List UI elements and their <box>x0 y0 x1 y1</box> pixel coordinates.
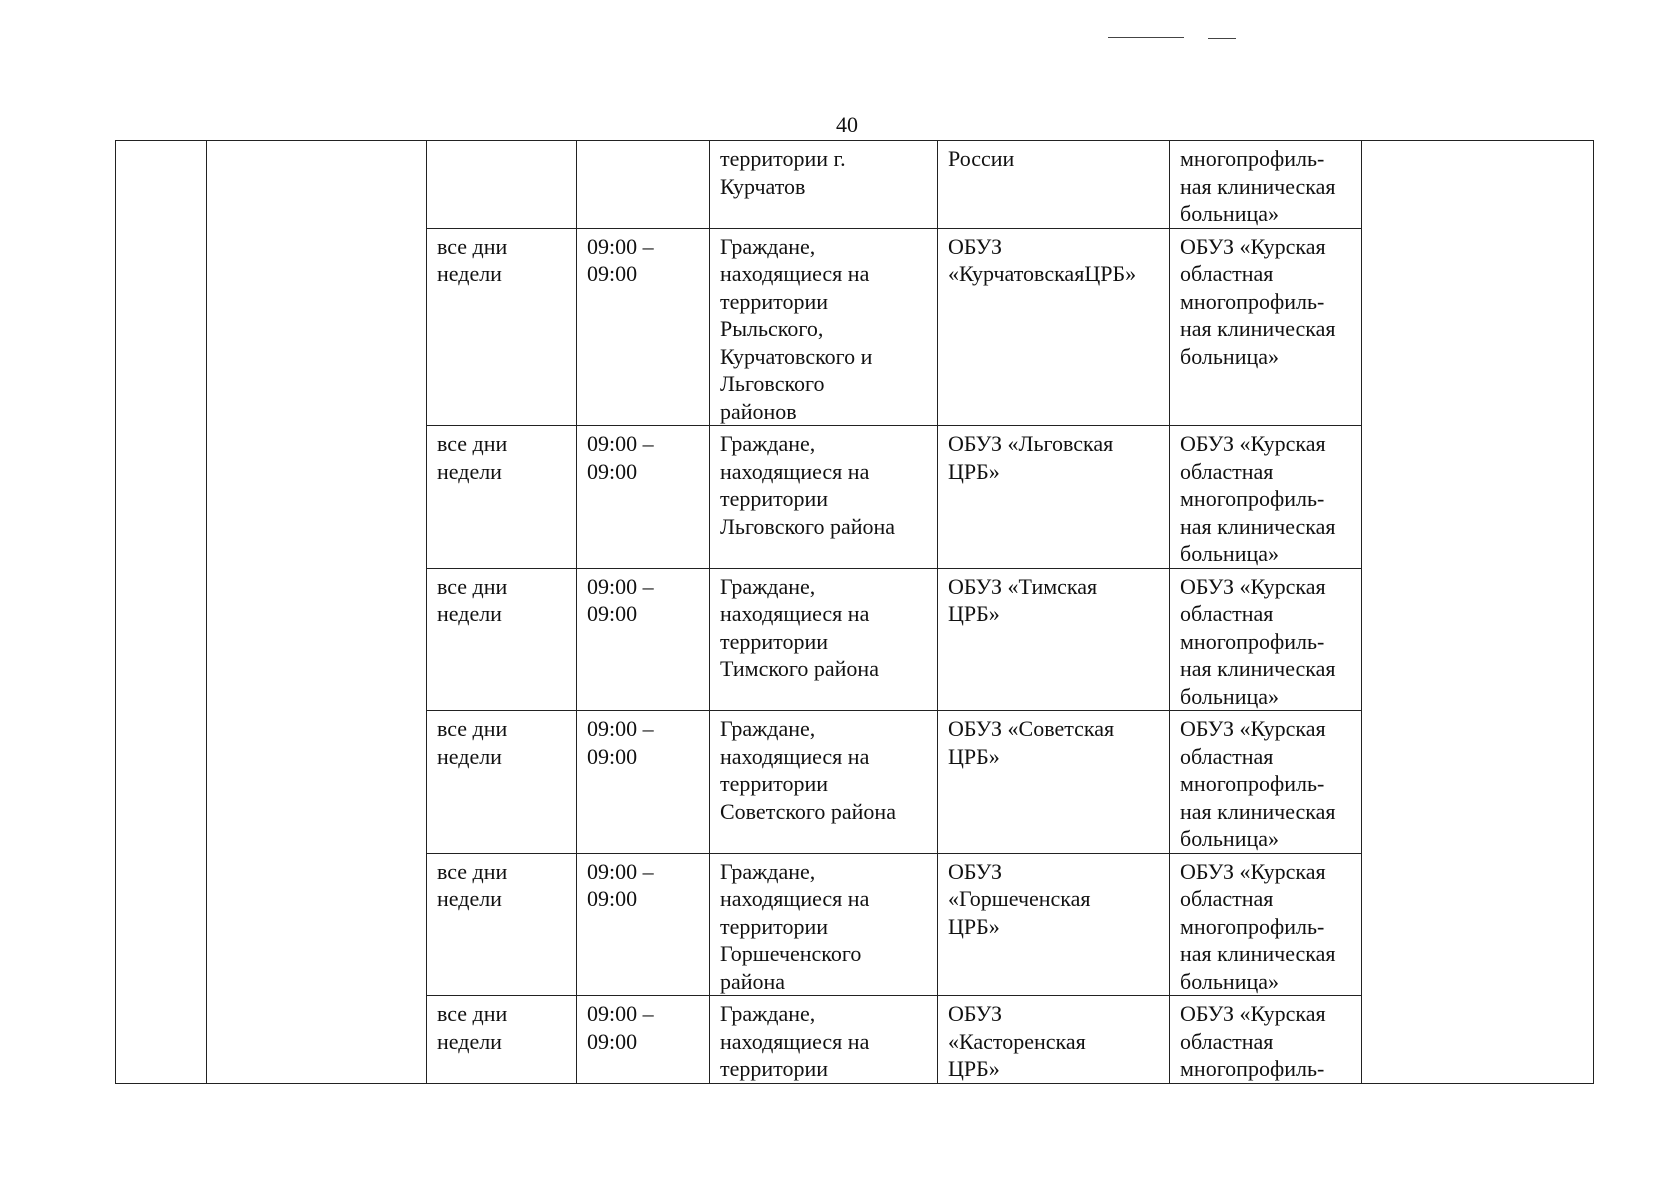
time-cell <box>577 141 710 229</box>
hospital-cell: ОБУЗ «Курская областная многопрофиль- ная клиническая больница» <box>1170 568 1362 711</box>
institution-cell: ОБУЗ «Тимская ЦРБ» <box>938 568 1170 711</box>
scan-artifact-line <box>1208 38 1236 39</box>
days-cell: все дни недели <box>427 426 577 569</box>
hospital-cell: ОБУЗ «Курская областная многопрофиль- ная клиническая больница» <box>1170 711 1362 854</box>
time-cell: 09:00 – 09:00 <box>577 426 710 569</box>
citizens-cell: Граждане, находящиеся на территории Горшеченского района <box>710 853 938 996</box>
time-cell: 09:00 – 09:00 <box>577 228 710 426</box>
hospital-cell: многопрофиль- ная клиническая больница» <box>1170 141 1362 229</box>
citizens-cell: Граждане, находящиеся на территории Тимского района <box>710 568 938 711</box>
scan-artifact-line <box>1108 37 1184 38</box>
hospital-cell: ОБУЗ «Курская областная многопрофиль- ная клиническая больница» <box>1170 426 1362 569</box>
time-cell: 09:00 – 09:00 <box>577 711 710 854</box>
empty-column-department <box>207 141 427 1084</box>
citizens-cell: территории г. Курчатов <box>710 141 938 229</box>
days-cell <box>427 141 577 229</box>
days-cell: все дни недели <box>427 853 577 996</box>
citizens-cell: Граждане, находящиеся на территории <box>710 996 938 1084</box>
days-cell: все дни недели <box>427 568 577 711</box>
empty-column-notes <box>1362 141 1594 1084</box>
days-cell: все дни недели <box>427 996 577 1084</box>
institution-cell: ОБУЗ «КурчатовскаяЦРБ» <box>938 228 1170 426</box>
citizens-cell: Граждане, находящиеся на территории Льговского района <box>710 426 938 569</box>
institution-cell: ОБУЗ «Советская ЦРБ» <box>938 711 1170 854</box>
time-cell: 09:00 – 09:00 <box>577 853 710 996</box>
time-cell: 09:00 – 09:00 <box>577 568 710 711</box>
days-cell: все дни недели <box>427 228 577 426</box>
table-row <box>116 141 1594 229</box>
institution-cell: ОБУЗ «Горшеченская ЦРБ» <box>938 853 1170 996</box>
page-number: 40 <box>836 112 858 137</box>
institution-cell: ОБУЗ «Касторенская ЦРБ» <box>938 996 1170 1084</box>
hospital-cell: ОБУЗ «Курская областная многопрофиль- ная клиническая больница» <box>1170 228 1362 426</box>
citizens-cell: Граждане, находящиеся на территории Рыльского, Курчатовского и Льговского районов <box>710 228 938 426</box>
institution-cell: ОБУЗ «Льговская ЦРБ» <box>938 426 1170 569</box>
schedule-table <box>115 140 1594 1084</box>
citizens-cell: Граждане, находящиеся на территории Советского района <box>710 711 938 854</box>
empty-column-number <box>116 141 207 1084</box>
days-cell: все дни недели <box>427 711 577 854</box>
hospital-cell: ОБУЗ «Курская областная многопрофиль- <box>1170 996 1362 1084</box>
hospital-cell: ОБУЗ «Курская областная многопрофиль- ная клиническая больница» <box>1170 853 1362 996</box>
institution-cell: России <box>938 141 1170 229</box>
time-cell: 09:00 – 09:00 <box>577 996 710 1084</box>
